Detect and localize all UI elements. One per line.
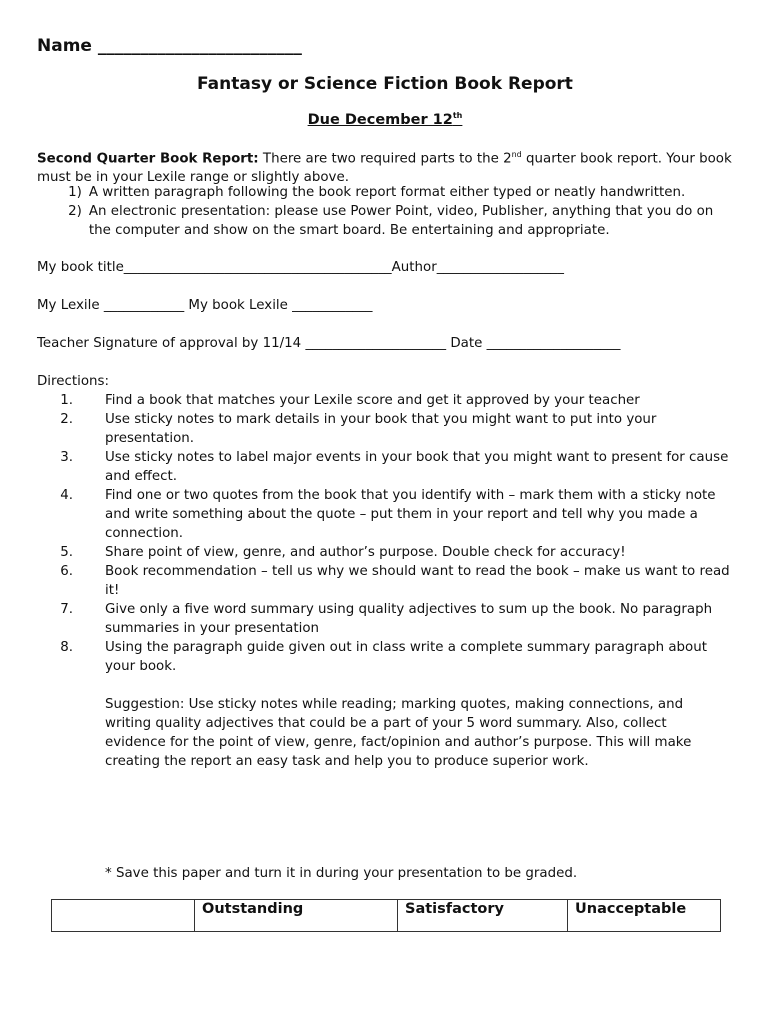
direction-item [37, 600, 737, 638]
intro-paragraph [37, 145, 737, 187]
direction-text: Using the paragraph guide given out in class write a complete summary paragraph about your book. [105, 640, 707, 674]
rubric-cell-blank [52, 900, 195, 932]
rubric-table [51, 899, 721, 932]
parts-list [37, 183, 737, 240]
direction-number: 3. [60, 450, 73, 465]
direction-text: Find a book that matches your Lexile score and get it approved by your teacher [105, 393, 640, 408]
direction-text: Use sticky notes to mark details in your book that you might want to put into your presentation. [105, 412, 657, 446]
rubric-header-outstanding: Outstanding [195, 900, 398, 932]
suggestion-paragraph: Suggestion: Use sticky notes while reading; marking quotes, making connections, and writing quality adjectives that could be a part of your 5 word summary. Also, collect evidence for the point of view, genre, fact/opinion and author’s purpose. This will make creating the report an easy task and help you to produce superior work. [105, 697, 692, 769]
direction-number: 2. [60, 412, 73, 427]
intro-sup: nd [511, 150, 522, 159]
list-item [37, 202, 737, 240]
rubric-header-unacceptable: Unacceptable [568, 900, 721, 932]
direction-item [37, 448, 737, 486]
direction-item [37, 391, 737, 410]
direction-text: Find one or two quotes from the book that you identify with – mark them with a sticky note and write something about the quote – put them in your report and tell why you made a connection. [105, 488, 716, 541]
direction-item [37, 562, 737, 600]
direction-number: 6. [60, 564, 73, 579]
direction-text: Book recommendation – tell us why we should want to read the book – make us want to read it! [105, 564, 730, 598]
intro-text-1: There are two required parts to the 2 [258, 151, 512, 167]
save-note: * Save this paper and turn it in during your presentation to be graded. [105, 866, 578, 881]
direction-item [37, 486, 737, 543]
due-text: Due December 12 [307, 111, 453, 128]
list-item-number: 1) [68, 185, 82, 200]
rubric-header-satisfactory: Satisfactory [398, 900, 568, 932]
list-item-text: A written paragraph following the book report format either typed or neatly handwritten. [88, 185, 686, 200]
name-field: Name ________________________ [37, 36, 302, 56]
direction-text: Use sticky notes to label major events in your book that you might want to present for cause and effect. [105, 450, 729, 484]
direction-number: 5. [60, 545, 73, 560]
directions-list [37, 391, 737, 676]
direction-number: 7. [60, 602, 73, 617]
due-date [0, 111, 770, 128]
book-title-field: My book title________________________________________Author___________________ [37, 260, 564, 275]
signature-field: Teacher Signature of approval by 11/14 _____________________ Date ____________________ [37, 336, 621, 351]
list-item [37, 183, 737, 202]
direction-number: 4. [60, 488, 73, 503]
direction-item [37, 638, 737, 676]
lexile-field: My Lexile ____________ My book Lexile ____________ [37, 298, 373, 313]
direction-number: 8. [60, 640, 73, 655]
due-sup: th [452, 111, 463, 120]
direction-text: Share point of view, genre, and author’s purpose. Double check for accuracy! [105, 545, 626, 560]
page-title: Fantasy or Science Fiction Book Report [197, 74, 573, 94]
list-item-number: 2) [68, 204, 82, 219]
table-row [52, 900, 721, 932]
intro-lead: Second Quarter Book Report: [37, 151, 259, 167]
direction-item [37, 410, 737, 448]
intro-text-2: quarter book report. Your book must be in your Lexile range or slightly above. [37, 151, 732, 186]
list-item-text: An electronic presentation: please use Power Point, video, Publisher, anything that you do on the computer and show on the smart board. Be entertaining and appropriate. [88, 204, 714, 238]
direction-text: Give only a five word summary using quality adjectives to sum up the book. No paragraph summaries in your presentation [105, 602, 713, 636]
direction-number: 1. [60, 393, 73, 408]
direction-item [37, 543, 737, 562]
directions-label: Directions: [37, 374, 109, 389]
